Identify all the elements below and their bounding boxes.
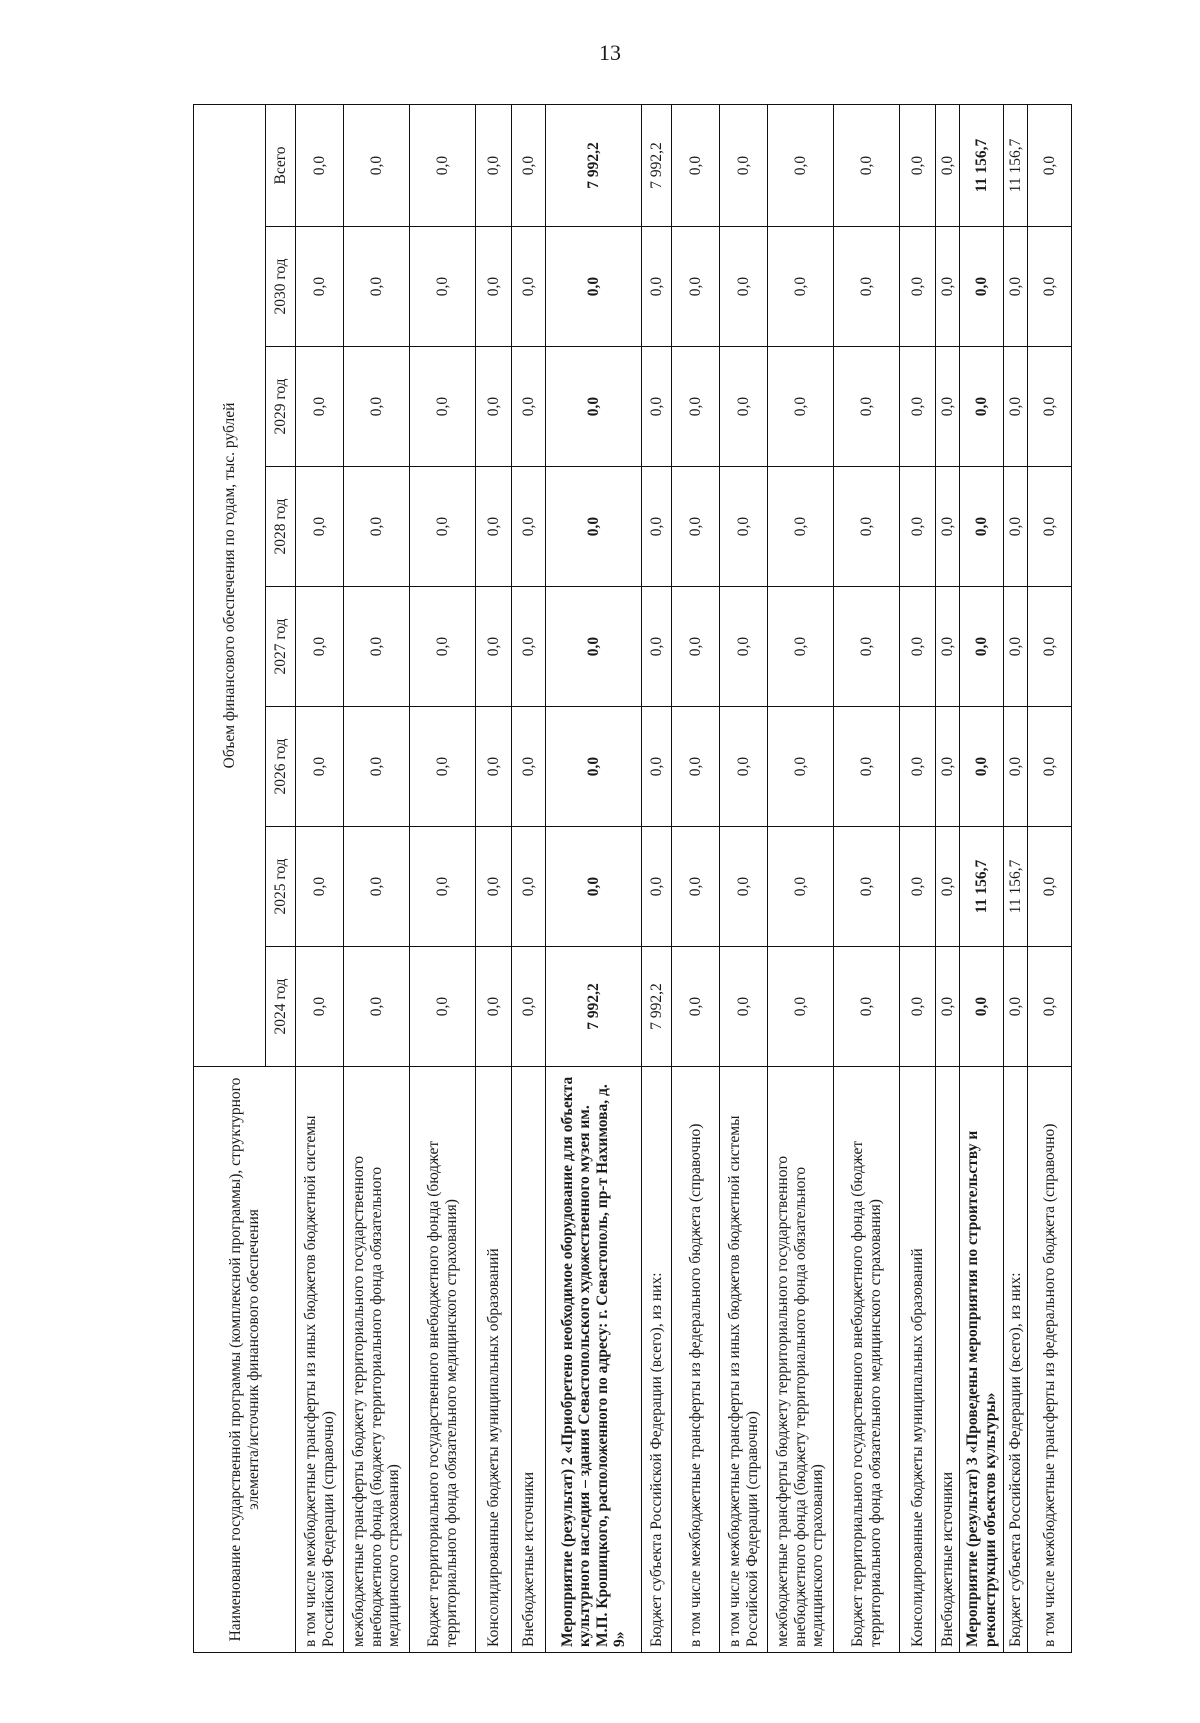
header-row-1 xyxy=(194,105,266,1653)
name-column-header: Наименование государственной программы (комплексной программы), структурного элемента/источник финансового обеспечения xyxy=(194,1067,296,1653)
year-value-cell: 0,0 xyxy=(720,947,768,1067)
row-name-cell: Внебюджетные источники xyxy=(512,1067,546,1653)
total-value-cell: 0,0 xyxy=(900,105,936,227)
year-value-cell: 0,0 xyxy=(296,947,344,1067)
row-name-cell: межбюджетные трансферты бюджету территориального государственного внебюджетного фонда (бюджету территориального фонда обязательного медицинского страхования) xyxy=(344,1067,410,1653)
year-value-cell: 0,0 xyxy=(476,467,512,587)
year-value-cell: 0,0 xyxy=(642,467,672,587)
year-value-cell: 0,0 xyxy=(900,227,936,347)
year-value-cell: 0,0 xyxy=(936,587,960,707)
row-name-cell: в том числе межбюджетные трансферты из иных бюджетов бюджетной системы Российской Федерации (справочно) xyxy=(296,1067,344,1653)
year-value-cell: 0,0 xyxy=(410,587,476,707)
year-value-cell: 0,0 xyxy=(344,587,410,707)
year-value-cell: 0,0 xyxy=(960,347,1004,467)
year-header: 2026 год xyxy=(266,707,296,827)
year-value-cell: 0,0 xyxy=(672,347,720,467)
year-value-cell: 0,0 xyxy=(900,827,936,947)
row-name-cell: Бюджет территориального государственного внебюджетного фонда (бюджет территориального фонда обязательного медицинского страхования) xyxy=(410,1067,476,1653)
year-value-cell: 0,0 xyxy=(296,347,344,467)
measure-row xyxy=(960,105,1004,1653)
rotated-table-wrapper xyxy=(193,105,1058,1653)
total-value-cell: 0,0 xyxy=(768,105,834,227)
year-value-cell: 0,0 xyxy=(1028,707,1072,827)
year-value-cell: 0,0 xyxy=(768,587,834,707)
year-value-cell: 0,0 xyxy=(960,707,1004,827)
total-value-cell: 11 156,7 xyxy=(1004,105,1028,227)
year-value-cell: 0,0 xyxy=(768,827,834,947)
year-value-cell: 0,0 xyxy=(672,707,720,827)
total-value-cell: 0,0 xyxy=(296,105,344,227)
year-value-cell: 0,0 xyxy=(720,827,768,947)
year-value-cell: 0,0 xyxy=(834,827,900,947)
year-value-cell: 0,0 xyxy=(900,347,936,467)
table-row xyxy=(410,105,476,1653)
year-header: 2028 год xyxy=(266,467,296,587)
year-value-cell: 0,0 xyxy=(546,707,642,827)
year-value-cell: 0,0 xyxy=(768,707,834,827)
table-row xyxy=(672,105,720,1653)
year-value-cell: 0,0 xyxy=(720,347,768,467)
year-value-cell: 0,0 xyxy=(344,347,410,467)
year-value-cell: 0,0 xyxy=(900,947,936,1067)
year-value-cell: 0,0 xyxy=(642,827,672,947)
year-value-cell: 0,0 xyxy=(642,347,672,467)
year-value-cell: 0,0 xyxy=(642,707,672,827)
year-value-cell: 0,0 xyxy=(960,227,1004,347)
row-name-cell: Консолидированные бюджеты муниципальных образований xyxy=(900,1067,936,1653)
year-value-cell: 0,0 xyxy=(900,467,936,587)
table-row xyxy=(476,105,512,1653)
year-value-cell: 0,0 xyxy=(546,827,642,947)
row-name-cell: Мероприятие (результат) 2 «Приобретено необходимое оборудование для объекта культурного наследия – здания Севастопольского художественного музея им. М.П. Крошицкого, расположенного по адресу: г. Севастополь, пр-т Нахимова, д. 9» xyxy=(546,1067,642,1653)
row-name-cell: в том числе межбюджетные трансферты из федерального бюджета (справочно) xyxy=(672,1067,720,1653)
year-value-cell: 0,0 xyxy=(834,587,900,707)
year-value-cell: 0,0 xyxy=(834,467,900,587)
total-value-cell: 0,0 xyxy=(476,105,512,227)
year-value-cell: 0,0 xyxy=(960,947,1004,1067)
year-value-cell: 0,0 xyxy=(512,227,546,347)
total-value-cell: 0,0 xyxy=(512,105,546,227)
year-value-cell: 0,0 xyxy=(720,467,768,587)
year-value-cell: 0,0 xyxy=(296,827,344,947)
total-value-cell: 0,0 xyxy=(936,105,960,227)
year-value-cell: 0,0 xyxy=(512,707,546,827)
table-row xyxy=(344,105,410,1653)
table-row xyxy=(936,105,960,1653)
year-header: 2027 год xyxy=(266,587,296,707)
total-value-cell: 11 156,7 xyxy=(960,105,1004,227)
year-value-cell: 0,0 xyxy=(476,707,512,827)
year-value-cell: 0,0 xyxy=(1004,347,1028,467)
table-row xyxy=(512,105,546,1653)
year-value-cell: 0,0 xyxy=(1004,947,1028,1067)
year-header: 2030 год xyxy=(266,227,296,347)
total-value-cell: 0,0 xyxy=(672,105,720,227)
year-value-cell: 0,0 xyxy=(476,947,512,1067)
table-row xyxy=(1004,105,1028,1653)
volume-title-header: Объем финансового обеспечения по годам, тыс. рублей xyxy=(194,105,266,1067)
row-name-cell: Бюджет субъекта Российской Федерации (всего), из них: xyxy=(1004,1067,1028,1653)
year-value-cell: 0,0 xyxy=(476,227,512,347)
year-value-cell: 0,0 xyxy=(410,827,476,947)
year-value-cell: 0,0 xyxy=(344,707,410,827)
year-value-cell: 0,0 xyxy=(1028,347,1072,467)
year-value-cell: 0,0 xyxy=(936,827,960,947)
year-value-cell: 0,0 xyxy=(672,467,720,587)
table-row xyxy=(642,105,672,1653)
year-value-cell: 0,0 xyxy=(344,827,410,947)
table-body xyxy=(296,105,1072,1653)
year-value-cell: 0,0 xyxy=(546,227,642,347)
year-value-cell: 0,0 xyxy=(1028,587,1072,707)
table-row xyxy=(900,105,936,1653)
row-name-cell: Консолидированные бюджеты муниципальных образований xyxy=(476,1067,512,1653)
year-value-cell: 0,0 xyxy=(1004,707,1028,827)
year-value-cell: 0,0 xyxy=(546,347,642,467)
year-value-cell: 0,0 xyxy=(1028,227,1072,347)
total-header: Всего xyxy=(266,105,296,227)
year-value-cell: 7 992,2 xyxy=(642,947,672,1067)
year-value-cell: 0,0 xyxy=(1028,467,1072,587)
year-value-cell: 0,0 xyxy=(768,347,834,467)
table-row xyxy=(720,105,768,1653)
year-value-cell: 0,0 xyxy=(672,227,720,347)
year-value-cell: 0,0 xyxy=(834,707,900,827)
year-value-cell: 0,0 xyxy=(1028,827,1072,947)
total-value-cell: 7 992,2 xyxy=(642,105,672,227)
measure-row xyxy=(546,105,642,1653)
year-value-cell: 0,0 xyxy=(642,227,672,347)
row-name-cell: Бюджет территориального государственного внебюджетного фонда (бюджет территориального фонда обязательного медицинского страхования) xyxy=(834,1067,900,1653)
year-value-cell: 0,0 xyxy=(410,227,476,347)
year-value-cell: 0,0 xyxy=(834,947,900,1067)
year-value-cell: 0,0 xyxy=(900,587,936,707)
table-row xyxy=(834,105,900,1653)
year-value-cell: 0,0 xyxy=(936,347,960,467)
year-value-cell: 0,0 xyxy=(936,947,960,1067)
year-value-cell: 0,0 xyxy=(296,227,344,347)
year-value-cell: 0,0 xyxy=(936,707,960,827)
year-value-cell: 0,0 xyxy=(512,467,546,587)
total-value-cell: 0,0 xyxy=(1028,105,1072,227)
year-value-cell: 0,0 xyxy=(834,227,900,347)
year-value-cell: 0,0 xyxy=(834,347,900,467)
year-value-cell: 7 992,2 xyxy=(546,947,642,1067)
total-value-cell: 7 992,2 xyxy=(546,105,642,227)
year-value-cell: 0,0 xyxy=(410,467,476,587)
total-value-cell: 0,0 xyxy=(410,105,476,227)
year-value-cell: 0,0 xyxy=(672,827,720,947)
total-value-cell: 0,0 xyxy=(344,105,410,227)
year-value-cell: 0,0 xyxy=(642,587,672,707)
row-name-cell: Бюджет субъекта Российской Федерации (всего), из них: xyxy=(642,1067,672,1653)
year-value-cell: 0,0 xyxy=(476,587,512,707)
year-value-cell: 0,0 xyxy=(512,347,546,467)
year-value-cell: 0,0 xyxy=(546,587,642,707)
year-value-cell: 0,0 xyxy=(960,467,1004,587)
year-value-cell: 0,0 xyxy=(344,227,410,347)
year-value-cell: 0,0 xyxy=(720,587,768,707)
page-number: 13 xyxy=(599,40,621,65)
year-value-cell: 0,0 xyxy=(546,467,642,587)
year-value-cell: 0,0 xyxy=(936,467,960,587)
year-value-cell: 0,0 xyxy=(768,227,834,347)
year-value-cell: 0,0 xyxy=(410,947,476,1067)
year-value-cell: 0,0 xyxy=(720,227,768,347)
year-value-cell: 0,0 xyxy=(1004,227,1028,347)
year-header: 2029 год xyxy=(266,347,296,467)
year-value-cell: 0,0 xyxy=(768,467,834,587)
year-value-cell: 0,0 xyxy=(410,347,476,467)
year-value-cell: 0,0 xyxy=(512,587,546,707)
year-value-cell: 0,0 xyxy=(344,467,410,587)
year-value-cell: 0,0 xyxy=(768,947,834,1067)
year-value-cell: 0,0 xyxy=(1028,947,1072,1067)
year-value-cell: 0,0 xyxy=(296,587,344,707)
year-value-cell: 0,0 xyxy=(960,587,1004,707)
year-value-cell: 0,0 xyxy=(672,587,720,707)
row-name-cell: Мероприятие (результат) 3 «Проведены мероприятия по строительству и реконструкции объектов культуры» xyxy=(960,1067,1004,1653)
year-value-cell: 0,0 xyxy=(512,947,546,1067)
row-name-cell: межбюджетные трансферты бюджету территориального государственного внебюджетного фонда (бюджету территориального фонда обязательного медицинского страхования) xyxy=(768,1067,834,1653)
year-value-cell: 0,0 xyxy=(410,707,476,827)
year-value-cell: 0,0 xyxy=(476,827,512,947)
year-value-cell: 0,0 xyxy=(296,707,344,827)
total-value-cell: 0,0 xyxy=(720,105,768,227)
year-value-cell: 0,0 xyxy=(1004,587,1028,707)
table-row xyxy=(768,105,834,1653)
year-value-cell: 0,0 xyxy=(900,707,936,827)
year-value-cell: 0,0 xyxy=(936,227,960,347)
year-value-cell: 0,0 xyxy=(296,467,344,587)
year-value-cell: 0,0 xyxy=(672,947,720,1067)
year-header: 2025 год xyxy=(266,827,296,947)
year-value-cell: 11 156,7 xyxy=(1004,827,1028,947)
row-name-cell: в том числе межбюджетные трансферты из иных бюджетов бюджетной системы Российской Федерации (справочно) xyxy=(720,1067,768,1653)
total-value-cell: 0,0 xyxy=(834,105,900,227)
row-name-cell: в том числе межбюджетные трансферты из федерального бюджета (справочно) xyxy=(1028,1067,1072,1653)
year-value-cell: 0,0 xyxy=(1004,467,1028,587)
row-name-cell: Внебюджетные источники xyxy=(936,1067,960,1653)
year-value-cell: 0,0 xyxy=(720,707,768,827)
year-value-cell: 0,0 xyxy=(476,347,512,467)
table-row xyxy=(1028,105,1072,1653)
year-value-cell: 0,0 xyxy=(344,947,410,1067)
year-value-cell: 11 156,7 xyxy=(960,827,1004,947)
table-row xyxy=(296,105,344,1653)
financing-table xyxy=(193,104,1072,1653)
year-value-cell: 0,0 xyxy=(512,827,546,947)
year-header: 2024 год xyxy=(266,947,296,1067)
